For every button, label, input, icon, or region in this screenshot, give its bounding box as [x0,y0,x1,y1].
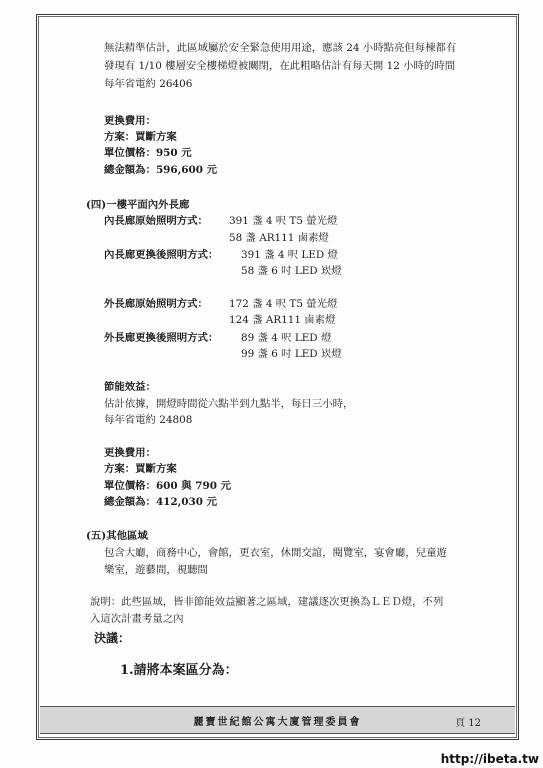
section-heading: (五)其他區域 [86,530,148,542]
paragraph-line: 每年省電約 26406 [104,78,193,90]
section5-line: 包含大廳，商務中心，會館，更衣室，休閒交誼，閱覽室，宴會廳，兒童遊 [104,547,447,559]
page-number: 頁 12 [455,718,481,729]
inner-original-item: 58 盞 AR111 鹵素燈 [229,232,329,244]
outer-new-label: 外長廊更換後照明方式： [104,332,219,344]
inner-original-label: 內長廊原始照明方式： [104,215,208,227]
outer-original-label: 外長廊原始照明方式： [104,298,208,310]
cost-unit-price: 單位價格：600 與 790 元 [104,480,231,492]
watermark: http://ibeta.tw [440,752,539,766]
inner-new-item: 58 盞 6 吋 LED 崁燈 [241,265,342,277]
cost-plan: 方案：買斷方案 [104,463,177,475]
footer-title: 麗寶世紀館公寓大廈管理委員會 [193,717,362,728]
outer-original-item: 124 盞 AR111 鹵素燈 [229,314,336,326]
cost-plan: 方案：買斷方案 [104,131,177,143]
section-heading: (四)一樓平面內外長廊 [86,199,190,211]
inner-new-label: 內長廊更換後照明方式： [104,249,219,261]
cost-heading: 更換費用： [104,447,156,459]
saving-line: 每年省電約 24808 [104,414,193,426]
cost-unit-price: 單位價格：950 元 [104,147,192,159]
resolution-item: 1.請將本案區分為： [120,663,238,678]
saving-line: 估計依據，開燈時間從六點半到九點半，每日三小時， [104,398,354,410]
outer-original-item: 172 盞 4 呎 T5 螢光燈 [229,298,338,310]
inner-new-item: 391 盞 4 呎 LED 燈 [241,249,338,261]
section5-line: 樂室，遊藝間，視聽間 [104,564,208,576]
outer-new-item: 89 盞 4 呎 LED 燈 [241,332,332,344]
paragraph-line: 發現有 1/10 樓層安全樓梯燈被關閉，在此粗略估計有每天開 12 小時的時間 [104,60,456,72]
note-line: 說明：此些區域，皆非節能效益顯著之區域，建議逐次更換為ＬＥＤ燈，不列 [90,596,444,608]
saving-heading: 節能效益： [104,381,156,393]
paragraph-line: 無法精準估計，此區域屬於安全緊急使用用途，應該 24 小時點亮但每棟都有 [104,42,457,54]
outer-new-item: 99 盞 6 吋 LED 崁燈 [241,348,342,360]
resolution-heading: 決議： [94,631,131,645]
inner-original-item: 391 盞 4 呎 T5 螢光燈 [229,215,338,227]
cost-heading: 更換費用： [104,115,156,127]
page-footer [40,706,515,734]
cost-total: 總金額為：596,600 元 [104,164,217,176]
cost-total: 總金額為：412,030 元 [104,496,217,508]
note-line: 入這次計畫考量之內 [90,613,184,625]
